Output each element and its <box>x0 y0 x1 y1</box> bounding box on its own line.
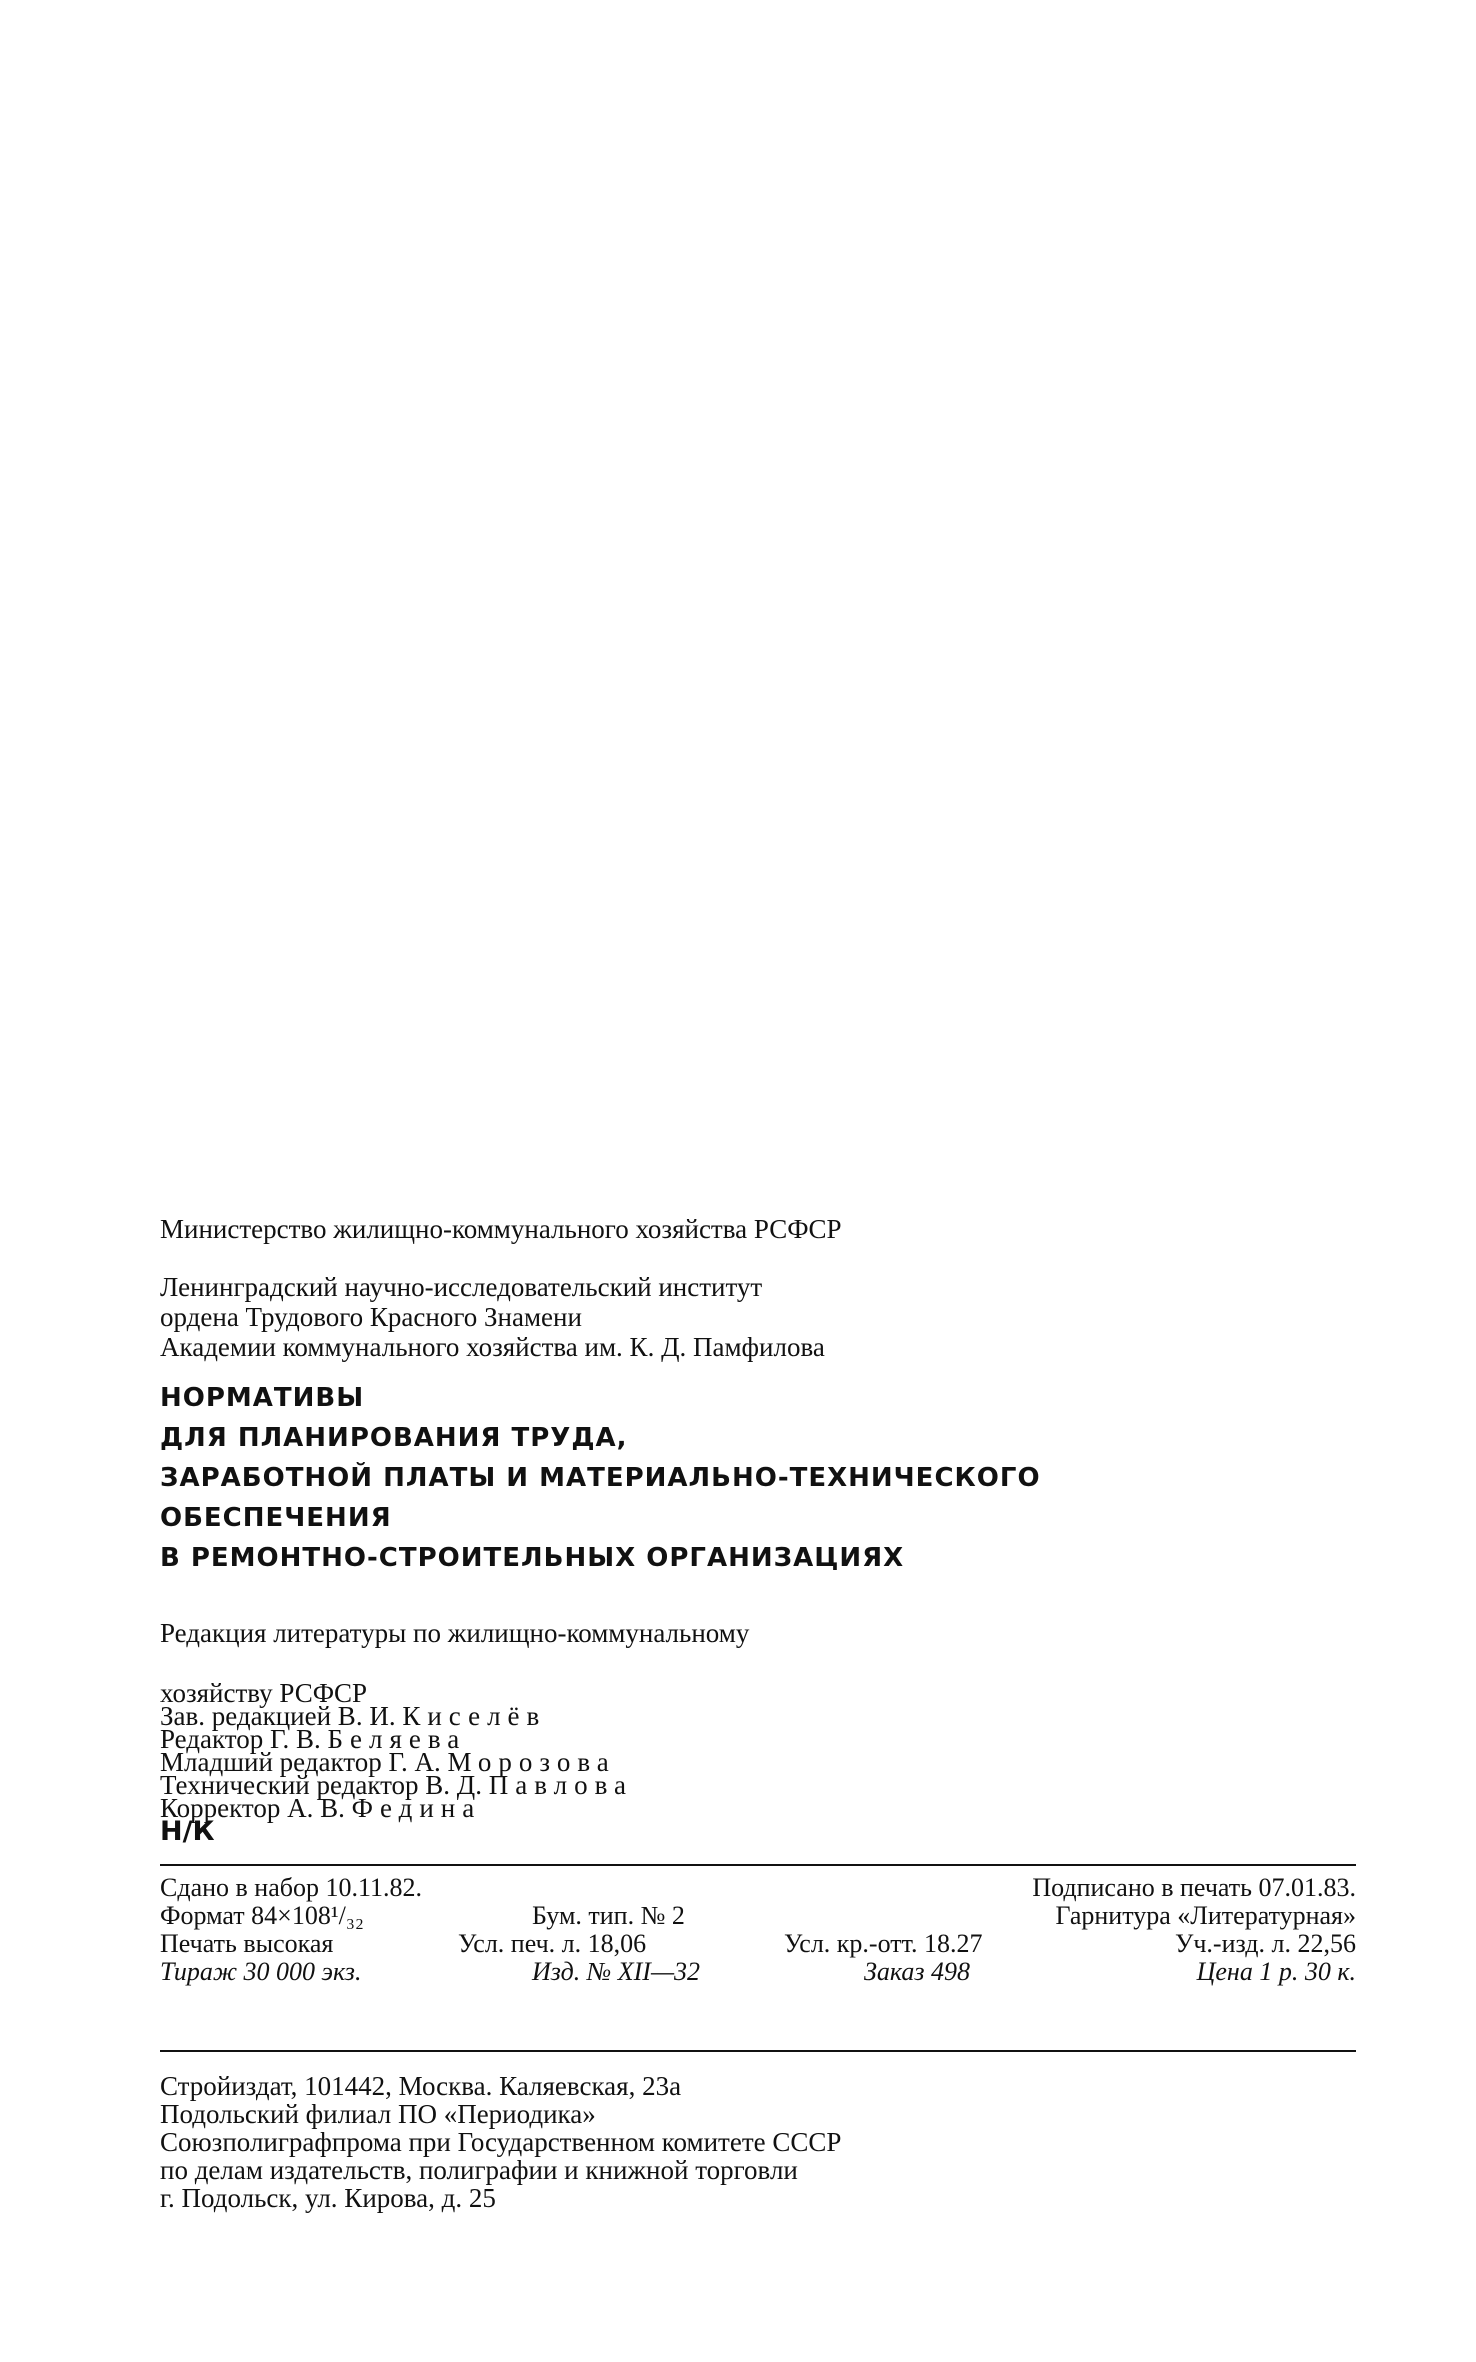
staff-person: Киселёв <box>402 1701 547 1731</box>
publisher-line: Союзполиграфпрома при Государственном комитете СССР <box>160 2127 842 2157</box>
staff-corrector <box>160 1793 1360 1823</box>
imprint-cell: Усл. кр.-отт. 18.27 <box>784 1929 983 1958</box>
imprint-cell: Подписано в печать 07.01.83. <box>1032 1873 1356 1902</box>
top-divider <box>160 1864 1356 1866</box>
staff-role: Технический редактор В. Д. <box>160 1770 482 1800</box>
imprint-cell: Тираж 30 000 экз. <box>160 1957 362 1986</box>
publisher-line: г. Подольск, ул. Кирова, д. 25 <box>160 2183 496 2213</box>
staff-person: Беляева <box>327 1724 467 1754</box>
imprint-cell: Изд. № XII—32 <box>532 1957 701 1986</box>
staff-person: Федина <box>351 1793 482 1823</box>
imprint-cell: Печать высокая <box>160 1929 334 1958</box>
institute-line: ордена Трудового Красного Знамени <box>160 1302 582 1332</box>
staff-role: Младший редактор Г. А. <box>160 1747 441 1777</box>
ministry-heading <box>160 1214 1360 1244</box>
staff-credits <box>160 1678 1360 1847</box>
imprint-cell: Цена 1 р. 30 к. <box>1196 1957 1356 1986</box>
staff-role: Корректор А. В. <box>160 1793 345 1823</box>
imprint-row <box>160 1902 1356 1930</box>
imprint-row <box>160 1958 1356 1986</box>
title-line: НОРМАТИВЫ <box>160 1383 365 1413</box>
imprint-cell: Уч.-изд. л. 22,56 <box>1174 1929 1356 1958</box>
staff-mark: Н/К <box>160 1816 215 1847</box>
imprint-cell: Сдано в набор 10.11.82. <box>160 1873 423 1902</box>
title-line: ОБЕСПЕЧЕНИЯ <box>160 1503 392 1533</box>
institute-block <box>160 1272 1360 1362</box>
title-line: ДЛЯ ПЛАНИРОВАНИЯ ТРУДА, <box>160 1423 628 1453</box>
institute-line: Ленинградский научно-исследовательский институт <box>160 1272 763 1302</box>
publisher-line: Стройиздат, 101442, Москва. Каляевская, 23а <box>160 2071 682 2101</box>
imprint-row <box>160 1874 1356 1902</box>
staff-line-region: хозяйству РСФСР <box>160 1678 368 1708</box>
institute-line: Академии коммунального хозяйства им. К. Д. Памфилова <box>160 1332 825 1362</box>
staff-role: Зав. редакцией В. И. <box>160 1701 396 1731</box>
edition-line-block <box>160 1618 1360 1648</box>
imprint-cell: Усл. печ. л. 18,06 <box>458 1929 647 1958</box>
book-title <box>160 1378 1360 1578</box>
imprint-cell: Формат 84×108¹/₃₂ <box>160 1901 364 1930</box>
edition-line: Редакция литературы по жилищно-коммунальному <box>160 1618 750 1648</box>
bottom-divider <box>160 2050 1356 2052</box>
imprint-row <box>160 1930 1356 1958</box>
staff-person: Морозова <box>447 1747 616 1777</box>
publisher-line: Подольский филиал ПО «Периодика» <box>160 2099 596 2129</box>
publisher-line: по делам издательств, полиграфии и книжной торговли <box>160 2155 798 2185</box>
ministry-line: Министерство жилищно-коммунального хозяйства РСФСР <box>160 1214 842 1244</box>
staff-role: Редактор Г. В. <box>160 1724 321 1754</box>
imprint-cell: Заказ 498 <box>864 1957 971 1986</box>
title-line: ЗАРАБОТНОЙ ПЛАТЫ И МАТЕРИАЛЬНО-ТЕХНИЧЕСКОГО <box>160 1463 1041 1493</box>
imprint-cell: Бум. тип. № 2 <box>532 1901 685 1930</box>
imprint-cell: Гарнитура «Литературная» <box>1055 1901 1356 1930</box>
staff-person: Павлова <box>488 1770 633 1800</box>
publisher-block <box>160 2072 1360 2212</box>
title-line: В РЕМОНТНО-СТРОИТЕЛЬНЫХ ОРГАНИЗАЦИЯХ <box>160 1543 905 1573</box>
imprint-table <box>160 1874 1356 1986</box>
